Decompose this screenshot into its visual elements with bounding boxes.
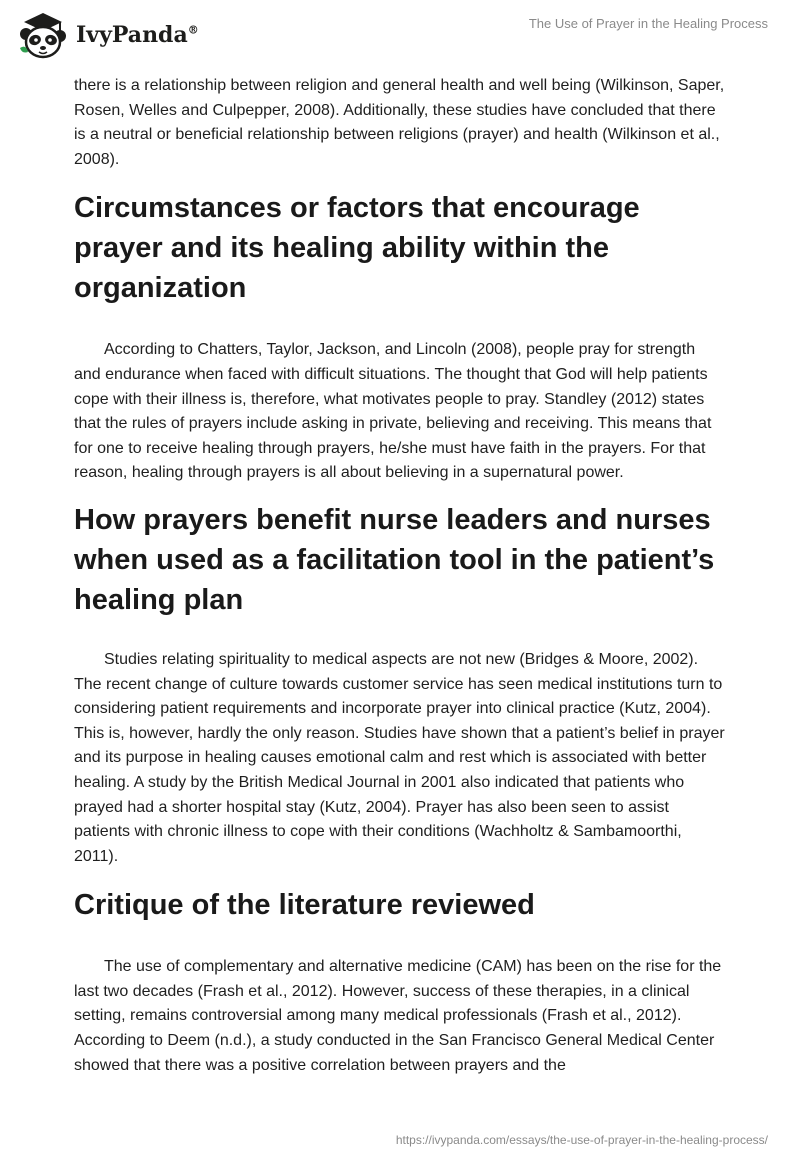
heading-critique: Critique of the literature reviewed	[74, 889, 535, 922]
ivypanda-logo[interactable]	[16, 8, 199, 62]
panda-graduate-icon	[16, 8, 70, 62]
source-url[interactable]: https://ivypanda.com/essays/the-use-of-prayer-in-the-healing-process/	[395, 1133, 768, 1147]
paragraph-circumstances: According to Chatters, Taylor, Jackson, and Lincoln (2008), people pray for strength and endurance when faced with difficult situations. The thought that God will help patients cope with their illness is, therefore, what motivates people to pray. Standley (2012) states that the rules of prayers include asking in private, believing and receiving. This means that for one to receive healing through prayers, he/she must have faith in the prayers. For that reason, healing through prayers is all about believing in a supernatural power.	[74, 341, 712, 482]
essay-body	[74, 70, 726, 1078]
heading-benefits: How prayers benefit nurse leaders and nurses when used as a facilitation tool in the patient’s healing plan	[74, 503, 715, 616]
heading-circumstances: Circumstances or factors that encourage prayer and its healing ability within the organization	[74, 192, 640, 305]
brand-name: IvyPanda®	[76, 22, 199, 48]
paragraph-benefits: Studies relating spirituality to medical aspects are not new (Bridges & Moore, 2002). The recent change of culture towards customer service has seen medical institutions turn to considering patient requirements and incorporate prayer into clinical practice (Kutz, 2004). This is, however, hardly the only reason. Studies have shown that a patient’s belief in prayer and its purpose in healing causes emotional calm and rest which is associated with better healing. A study by the British Medical Journal in 2001 also indicated that patients who prayed had a shorter hospital stay (Kutz, 2004). Prayer has also been seen to assist patients with chronic illness to cope with their conditions (Wachholtz & Sambamoorthi, 2011).	[74, 650, 725, 865]
page-header	[0, 0, 800, 70]
paragraph-critique: The use of complementary and alternative medicine (CAM) has been on the rise for the last two decades (Frash et al., 2012). However, success of these therapies, in a clinical setting, remains controversial among many medical professionals (Frash et al., 2012). According to Deem (n.d.), a study conducted in the San Francisco General Medical Center showed that there was a positive correlation between prayers and the	[74, 958, 722, 1074]
document-title: The Use of Prayer in the Healing Process	[528, 16, 768, 31]
paragraph-intro: there is a relationship between religion and general health and well being (Wilkinson, Saper, Rosen, Welles and Culpepper, 2008). Additionally, these studies have concluded that there is a neutral or beneficial relationship between religions (prayer) and health (Wilkinson et al., 2008).	[74, 77, 725, 168]
